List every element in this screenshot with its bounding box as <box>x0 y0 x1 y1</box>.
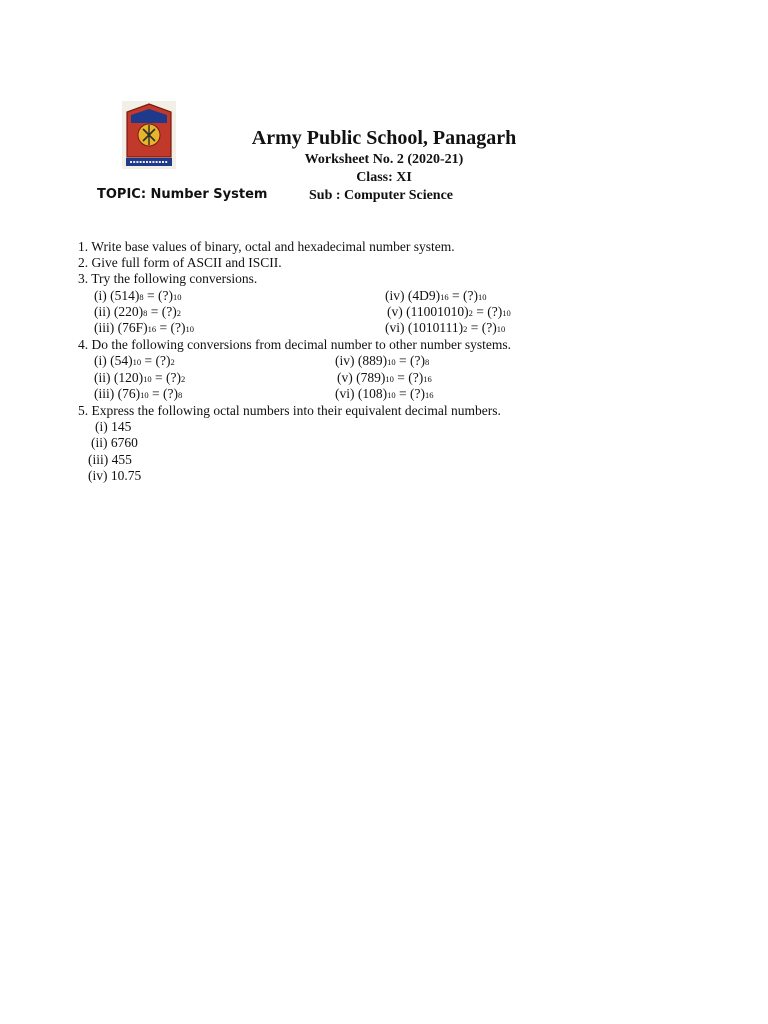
school-title: Army Public School, Panagarh <box>251 127 517 149</box>
question-1: 1. Write base values of binary, octal and hexadecimal number system. <box>78 239 455 254</box>
q4-item: (iii) (76)10 = (?)8 <box>94 386 183 401</box>
q3-item: (iv) (4D9)16 = (?)10 <box>385 288 487 303</box>
q3-item: (iii) (76F)16 = (?)10 <box>94 320 194 335</box>
q3-item: (vi) (1010111)2 = (?)10 <box>385 320 506 335</box>
q3-item: (ii) (220)8 = (?)2 <box>94 304 181 319</box>
q4-item: (i) (54)10 = (?)2 <box>94 353 175 368</box>
question-3-title: 3. Try the following conversions. <box>78 271 258 286</box>
subject-label: Sub : Computer Science <box>309 188 454 203</box>
q4-item: (v) (789)10 = (?)16 <box>337 370 432 385</box>
question-4-title: 4. Do the following conversions from decimal number to other number systems. <box>78 337 512 352</box>
q5-item: (iii) 455 <box>88 452 132 467</box>
q5-item: (ii) 6760 <box>91 435 138 450</box>
question-2: 2. Give full form of ASCII and ISCII. <box>78 255 282 270</box>
q4-item: (vi) (108)10 = (?)16 <box>335 386 434 401</box>
topic-label: TOPIC: Number System <box>97 187 268 202</box>
question-5-title: 5. Express the following octal numbers into their equivalent decimal numbers. <box>78 403 501 418</box>
q3-item: (i) (514)8 = (?)10 <box>94 288 182 303</box>
q5-item: (iv) 10.75 <box>88 468 142 483</box>
class-label: Class: XI <box>356 170 412 185</box>
q5-item: (i) 145 <box>95 419 132 434</box>
worksheet-number: Worksheet No. 2 (2020-21) <box>304 152 464 167</box>
q4-item: (ii) (120)10 = (?)2 <box>94 370 186 385</box>
q3-item: (v) (11001010)2 = (?)10 <box>387 304 511 319</box>
q4-item: (iv) (889)10 = (?)8 <box>335 353 430 368</box>
